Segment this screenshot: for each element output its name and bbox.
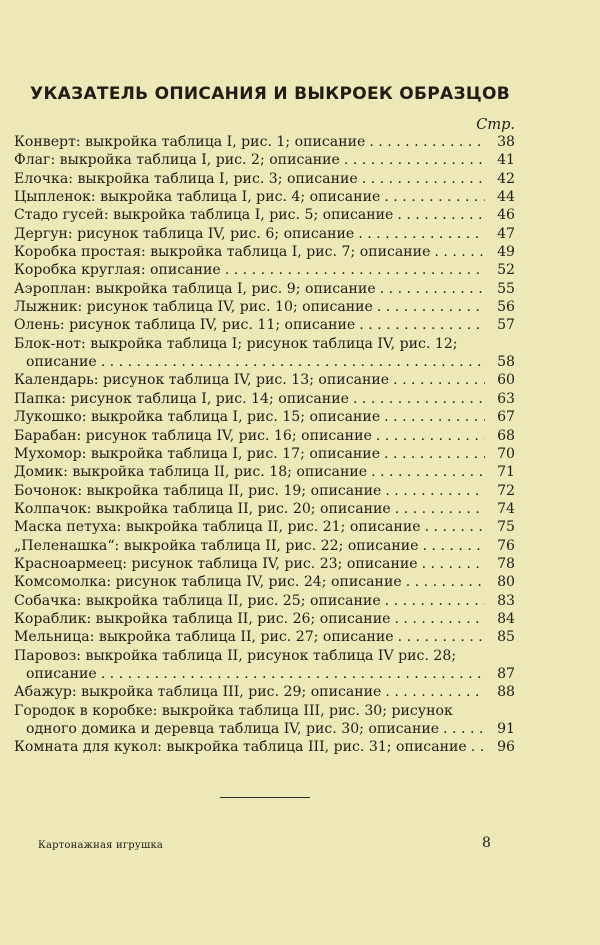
toc-entry-page: 56 [497,299,515,316]
toc-entry [14,170,515,188]
toc-entry-text: „Пеленашка“: выкройка таблица II, рис. 22; описание [14,537,419,554]
toc-entry-text: Красноармеец: рисунок таблица IV, рис. 23; описание [14,555,418,572]
toc-entry [14,225,515,243]
toc-entry-page: 80 [497,574,515,591]
toc-entry-page: 88 [497,684,515,701]
dot-leader [389,371,485,389]
toc-entry-page: 83 [497,592,515,609]
dot-leader [380,188,485,206]
dot-leader [421,518,485,536]
toc-entry [14,408,515,426]
toc-entry-page: 63 [497,390,515,407]
toc-entry-page: 68 [497,427,515,444]
toc-entry [14,390,515,408]
toc-entry-text: Домик: выкройка таблица II, рис. 18; описание [14,464,368,481]
dot-leader [354,225,485,243]
toc-entry-text: Комната для кукол: выкройка таблица III, рис. 31; описание [14,739,467,756]
toc-entry [14,537,515,555]
toc-entry-text: Елочка: выкройка таблица I, рис. 3; описание [14,170,358,187]
dot-leader [393,206,485,224]
toc-entry [14,738,515,756]
toc-entry [14,702,515,720]
dot-leader [367,463,485,481]
toc-entry [14,427,515,445]
dot-leader [380,408,485,426]
toc-entry-text: Барабан: рисунок таблица IV, рис. 16; описание [14,427,372,444]
toc-entry-text: Паровоз: выкройка таблица II, рисунок таблица IV рис. 28; [14,647,457,664]
dot-leader [221,261,485,279]
toc-entry-text: Собачка: выкройка таблица II, рис. 25; описание [14,592,381,609]
toc-entry-text: Коробка простая: выкройка таблица I, рис. 7; описание [14,244,431,261]
toc-entry-text: Комсомолка: рисунок таблица IV, рис. 24; описание [14,574,402,591]
dot-leader [390,610,485,628]
toc-entry-text: Колпачок: выкройка таблица II, рис. 20; описание [14,500,391,517]
toc-entry-text: Лыжник: рисунок таблица IV, рис. 10; описание [14,299,373,316]
toc-entry-page: 70 [497,445,515,462]
toc-entry-page: 87 [497,665,515,682]
toc-entry-page: 49 [497,244,515,261]
toc-entry [14,665,515,683]
toc-entry [14,573,515,591]
dot-leader [439,720,485,738]
toc-entry-text: Флаг: выкройка таблица I, рис. 2; описание [14,152,340,169]
toc-entry [14,261,515,279]
dot-leader [97,353,485,371]
toc-entry-page: 55 [497,280,515,297]
toc-entry [14,316,515,334]
toc-entry-text: Мельница: выкройка таблица II, рис. 27; описание [14,629,394,646]
toc-entry-text: Аэроплан: выкройка таблица I, рис. 9; описание [14,280,376,297]
dot-leader [381,592,485,610]
dot-leader [381,482,485,500]
toc-entry [14,353,515,371]
toc-entry-text: Цыпленок: выкройка таблица I, рис. 4; описание [14,189,381,206]
dot-leader [358,170,485,188]
toc-entry [14,188,515,206]
toc-entry [14,335,515,353]
dot-leader [355,316,485,334]
toc-entry-text: Бочонок: выкройка таблица II, рис. 19; описание [14,482,382,499]
toc-entry [14,555,515,573]
toc-entry-text: Папка: рисунок таблица I, рис. 14; описание [14,390,349,407]
toc-entry [14,518,515,536]
dot-leader [394,628,485,646]
toc-entry-page: 47 [497,225,515,242]
toc-entry-text: Конверт: выкройка таблица I, рис. 1; описание [14,134,366,150]
toc-entry [14,243,515,261]
dot-leader [380,445,485,463]
footer-book-title: Картонажная игрушка [38,840,164,851]
toc-entry-page: 41 [497,152,515,169]
toc-entry-page: 44 [497,189,515,206]
toc-entry [14,151,515,169]
page-column-header: Стр. [476,117,515,133]
dot-leader [381,683,485,701]
toc-entry-page: 57 [497,317,515,334]
toc-entry-page: 78 [497,555,515,572]
toc-entry-page: 75 [497,519,515,536]
toc-entry-text: Блок-нот: выкройка таблица I; рисунок таблица IV, рис. 12; [14,335,458,352]
toc-entry-page: 74 [497,500,515,517]
toc-entry-page: 67 [497,409,515,426]
toc-entry-page: 72 [497,482,515,499]
dot-leader [467,738,485,756]
dot-leader [97,665,485,683]
divider-line [220,797,310,798]
dot-leader [376,280,485,298]
toc-entry-page: 42 [497,170,515,187]
toc-entry-page: 85 [497,629,515,646]
toc-entry [14,371,515,389]
dot-leader [402,573,485,591]
toc-entry-text: Маска петуха: выкройка таблица II, рис. 21; описание [14,519,421,536]
dot-leader [430,243,485,261]
toc-entry-text: Календарь: рисунок таблица IV, рис. 13; описание [14,372,390,389]
toc-entry-page: 52 [497,262,515,279]
toc-entry [14,463,515,481]
toc-entry-text: Стадо гусей: выкройка таблица I, рис. 5; описание [14,207,394,224]
page-title: УКАЗАТЕЛЬ ОПИСАНИЯ И ВЫКРОЕК ОБРАЗЦОВ [30,84,510,104]
dot-leader [418,555,485,573]
toc-entry-page: 76 [497,537,515,554]
toc-entry [14,500,515,518]
toc-entry-page: 71 [497,464,515,481]
dot-leader [373,298,485,316]
dot-leader [372,427,485,445]
toc-entry-text: Кораблик: выкройка таблица II, рис. 26; описание [14,610,391,627]
toc-entry-text: Мухомор: выкройка таблица I, рис. 17; описание [14,445,381,462]
toc-entry [14,647,515,665]
toc-entry-page: 84 [497,610,515,627]
toc-entry-text: одного домика и деревца таблица IV, рис. 30; описание [26,721,440,737]
toc-entry-text: Городок в коробке: выкройка таблица III, рис. 30; рисунок [14,702,453,719]
toc-entry [14,610,515,628]
toc-entry-page: 46 [497,207,515,224]
toc-entry-page: 38 [497,134,515,150]
toc-entry-text: Олень: рисунок таблица IV, рис. 11; описание [14,317,356,334]
toc-entry [14,280,515,298]
dot-leader [365,133,485,151]
toc-entry-text: описание [26,665,97,682]
dot-leader [349,390,485,408]
toc-entry [14,206,515,224]
toc-entry [14,683,515,701]
toc-entry [14,482,515,500]
toc-entry-page: 96 [497,739,515,756]
toc-entry [14,133,515,151]
page-number: 8 [482,835,491,851]
toc-entry-text: Лукошко: выкройка таблица I, рис. 15; описание [14,409,381,426]
toc-entry [14,592,515,610]
toc-entry-text: описание [26,354,97,371]
toc-entry-text: Коробка круглая: описание [14,262,221,279]
dot-leader [340,151,485,169]
toc-entry-page: 58 [497,354,515,371]
toc-entry-text: Дергун: рисунок таблица IV, рис. 6; описание [14,225,355,242]
toc-entry [14,445,515,463]
table-of-contents [14,133,515,757]
dot-leader [419,537,485,555]
toc-entry-page: 60 [497,372,515,389]
toc-entry [14,628,515,646]
toc-entry-text: Абажур: выкройка таблица III, рис. 29; описание [14,684,382,701]
dot-leader [391,500,485,518]
toc-entry [14,298,515,316]
toc-entry-page: 91 [497,721,515,737]
toc-entry [14,720,515,738]
